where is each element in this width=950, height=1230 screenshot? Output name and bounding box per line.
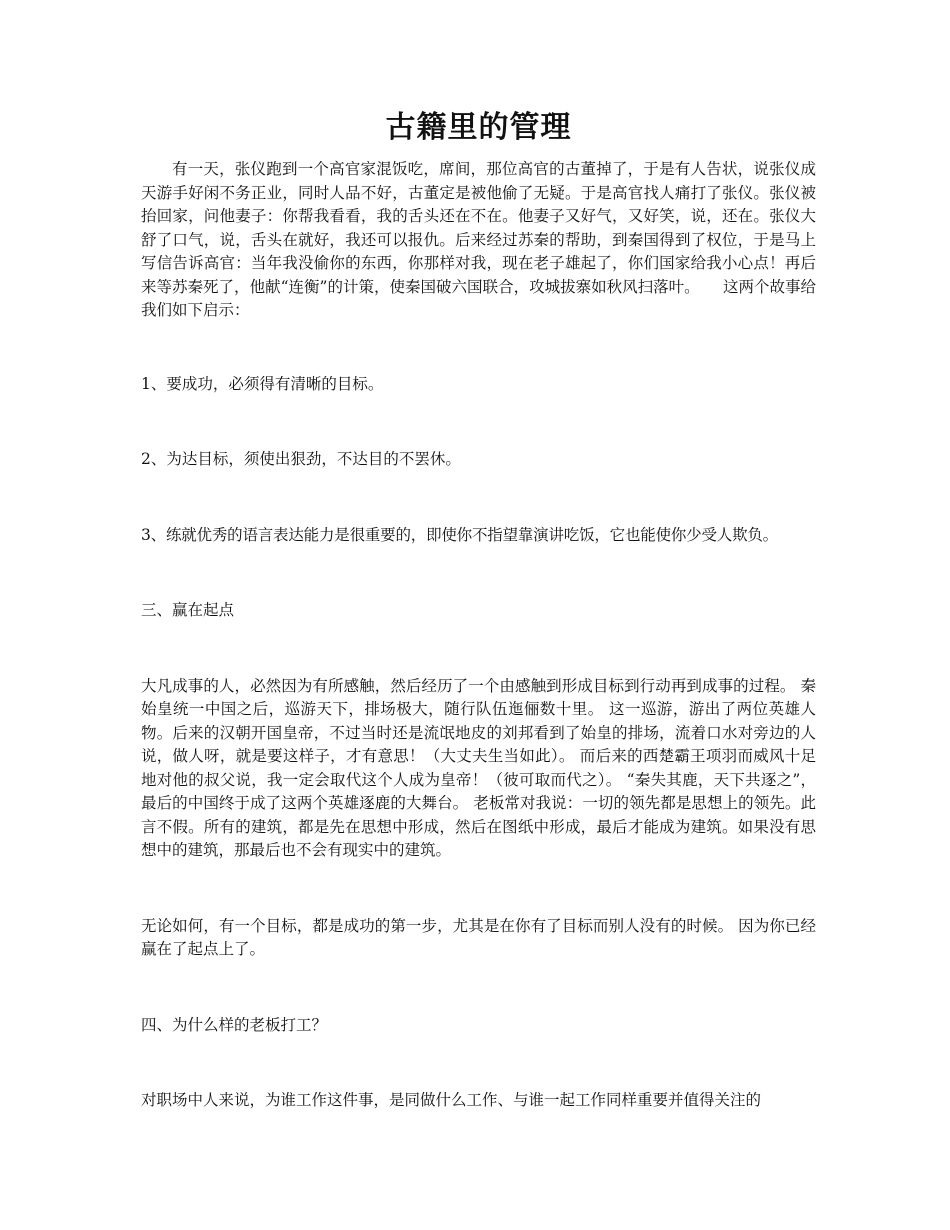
document-title: 古籍里的管理 xyxy=(385,110,572,145)
section-3-paragraph-2: 无论如何，有一个目标，都是成功的第一步，尤其是在你有了目标而别人没有的时候。 因为你已经赢在了起点上了。 xyxy=(141,916,816,958)
lesson-1: 1、要成功，必须得有清晰的目标。 xyxy=(141,374,384,393)
section-4-heading: 四、为什么样的老板打工？ xyxy=(141,1015,328,1034)
section-4-paragraph-1: 对职场中人来说，为谁工作这件事，是同做什么工作、与谁一起工作同样重要并值得关注的 xyxy=(141,1091,762,1109)
section-3-heading: 三、赢在起点 xyxy=(141,601,235,619)
document-page xyxy=(141,108,816,1113)
section-3-paragraph-1: 大凡成事的人，必然因为有所感触，然后经历了一个由感触到形成目标到行动再到成事的过程。 秦始皇统一中国之后，巡游天下，排场极大，随行队伍迤俪数十里。 这一巡游，游出了两位英雄人物。后来的汉朝开国皇帝，不过当时还是流氓地皮的刘邦看到了始皇的排场，流着口水对旁边的人说，做人呀，就是要这样子，才有意思！（大丈夫生当如此）。 而后来的西楚霸王项羽而威风十足地对他的叔父说，我一定会取代这个人成为皇帝！（彼可取而代之）。 “秦失其鹿，天下共逐之”，最后的中国终于成了这两个英雄逐鹿的大舞台。 老板常对我说：一切的领先都是思想上的领先。此言不假。所有的建筑，都是先在思想中形成，然后在图纸中形成，最后才能成为建筑。如果没有思想中的建筑，那最后也不会有现实中的建筑。 xyxy=(141,676,816,859)
lesson-2: 2、为达目标，须使出狠劲，不达目的不罢休。 xyxy=(141,450,461,468)
intro-paragraph: 有一天，张仪跑到一个高官家混饭吃，席间，那位高官的古董掉了，于是有人告状，说张仪成天游手好闲不务正业，同时人品不好，古董定是被他偷了无疑。于是高官找人痛打了张仪。张仪被抬回家，问他妻子：你帮我看看，我的舌头还在不在。他妻子又好气，又好笑，说，还在。张仪大舒了口气，说，舌头在就好，我还可以报仇。后来经过苏秦的帮助，到秦国得到了权位，于是马上写信告诉高官：当年我没偷你的东西，你那样对我，现在老子雄起了，你们国家给我小心点！再后来等苏秦死了，他献“连衡”的计策，使秦国破六国联合，攻城拔寨如秋风扫落叶。 这两个故事给我们如下启示： xyxy=(141,160,816,319)
lesson-3: 3、练就优秀的语言表达能力是很重要的，即使你不指望靠演讲吃饭，它也能使你少受人欺负。 xyxy=(141,525,778,544)
